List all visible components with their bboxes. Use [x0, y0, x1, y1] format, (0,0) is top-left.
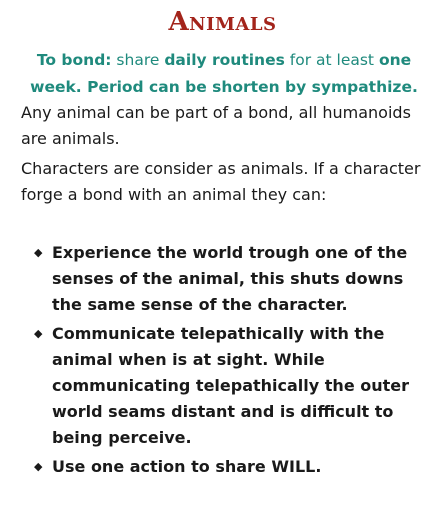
- list-item-text: Experience the world trough one of the senses of the animal, this shuts downs the same sense of the character.: [52, 243, 408, 314]
- bond-rule-text: for at least: [284, 51, 379, 69]
- list-item-text: Communicate telepathically with the animal when is at sight. While communicating telepathically the outer world seams distant and is difficult to being perceive.: [52, 324, 410, 447]
- paragraph-animals: Any animal can be part of a bond, all humanoids are animals.: [21, 103, 411, 148]
- bond-rule-emphasis-routines: daily routines: [164, 51, 285, 69]
- diamond-bullet-icon: ◆: [34, 460, 43, 473]
- diamond-bullet-icon: ◆: [34, 246, 43, 259]
- bond-rule-emphasis-duration: one week. Period can be shorten by sympathize.: [30, 51, 418, 96]
- diamond-bullet-icon: ◆: [34, 327, 43, 340]
- bond-rule-text: share: [111, 51, 165, 69]
- ability-list: [34, 240, 434, 483]
- paragraph-characters: Characters are consider as animals. If a character forge a bond with an animal they can:: [21, 159, 421, 204]
- bond-rule-label: To bond:: [36, 51, 112, 69]
- list-item-text: Use one action to share WILL.: [52, 457, 322, 476]
- section-title: Animals: [168, 7, 277, 37]
- bond-rule: [18, 47, 430, 101]
- list-item: [34, 321, 434, 451]
- list-item: [34, 240, 434, 318]
- list-item: [34, 454, 434, 480]
